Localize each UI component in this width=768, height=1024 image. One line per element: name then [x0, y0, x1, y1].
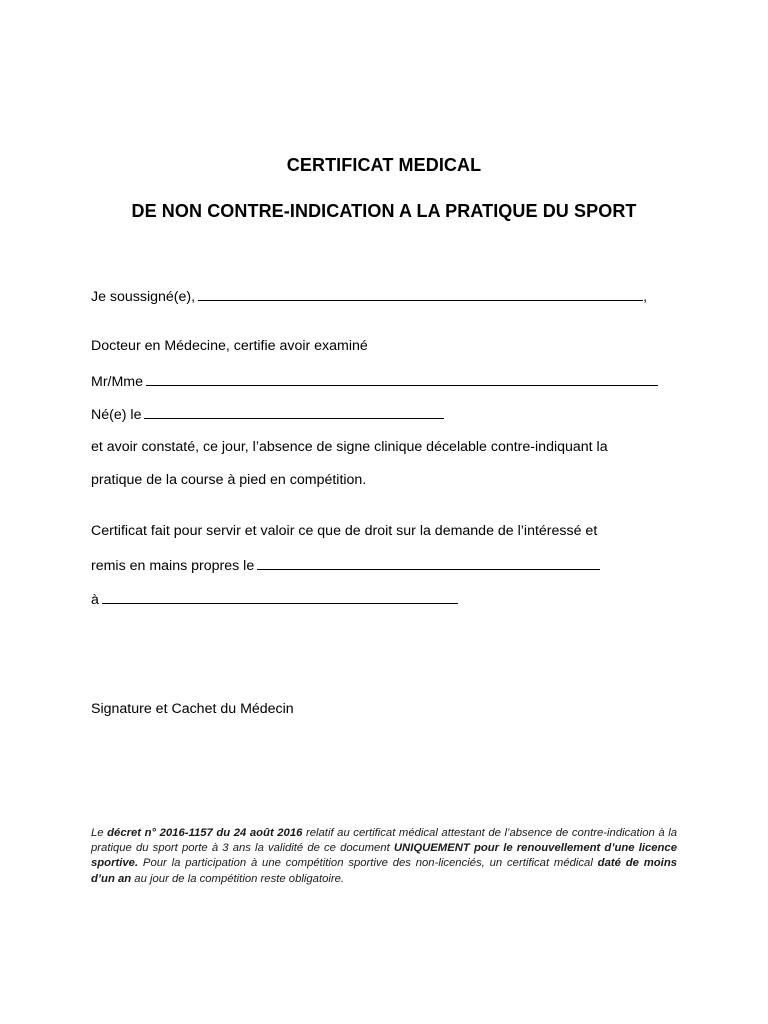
- note-text-3: Pour la participation à une compétition sportive des non-licenciés, un certificat médical: [138, 857, 598, 870]
- birthdate-line: [91, 405, 444, 423]
- document-title: CERTIFICAT MEDICAL: [286, 155, 482, 175]
- note-text-1: Le: [91, 827, 108, 839]
- certificat-line: Certificat fait pour servir et valoir ce que de droit sur la demande de l’intéressé et: [91, 523, 598, 539]
- soussigne-field[interactable]: [198, 287, 643, 301]
- note-text-4: au jour de la compétition reste obligatoire.: [131, 872, 345, 885]
- note-text-2: relatif au certificat médical attestant de l’absence de contre-indication à la pratique du sport porte à 3 ans la validité de ce document: [91, 827, 677, 855]
- place-line: [91, 590, 458, 608]
- patient-name-line: [91, 372, 658, 390]
- docteur-line: Docteur en Médecine, certifie avoir examiné: [91, 338, 368, 354]
- note-decree: décret n° 2016-1157 du 24 août 2016: [107, 827, 303, 839]
- note-uniquement: UNIQUEMENT pour le renouvellement d’une licence sportive.: [91, 842, 677, 870]
- pratique-line: pratique de la course à pied en compétition.: [91, 472, 367, 488]
- remis-date-field[interactable]: [257, 556, 600, 570]
- constate-line: et avoir constaté, ce jour, l’absence de signe clinique décelable contre-indiquant la: [91, 439, 608, 455]
- soussigne-comma: ,: [643, 289, 648, 305]
- patient-name-field[interactable]: [146, 372, 658, 386]
- note-date-requirement: daté de moins d’un an: [91, 857, 677, 885]
- mrmme-label: Mr/Mme: [91, 374, 144, 390]
- remis-label: remis en mains propres le: [91, 558, 255, 574]
- legal-note: [91, 826, 677, 887]
- birthdate-field[interactable]: [144, 405, 444, 419]
- nele-label: Né(e) le: [91, 407, 142, 423]
- a-label: à: [91, 592, 99, 608]
- soussigne-line: [91, 287, 647, 305]
- place-field[interactable]: [102, 590, 458, 604]
- soussigne-label: Je soussigné(e),: [91, 289, 196, 305]
- document-subtitle: DE NON CONTRE-INDICATION A LA PRATIQUE DU SPORT: [131, 201, 637, 221]
- signature-label: Signature et Cachet du Médecin: [91, 701, 294, 717]
- remis-line: [91, 556, 600, 574]
